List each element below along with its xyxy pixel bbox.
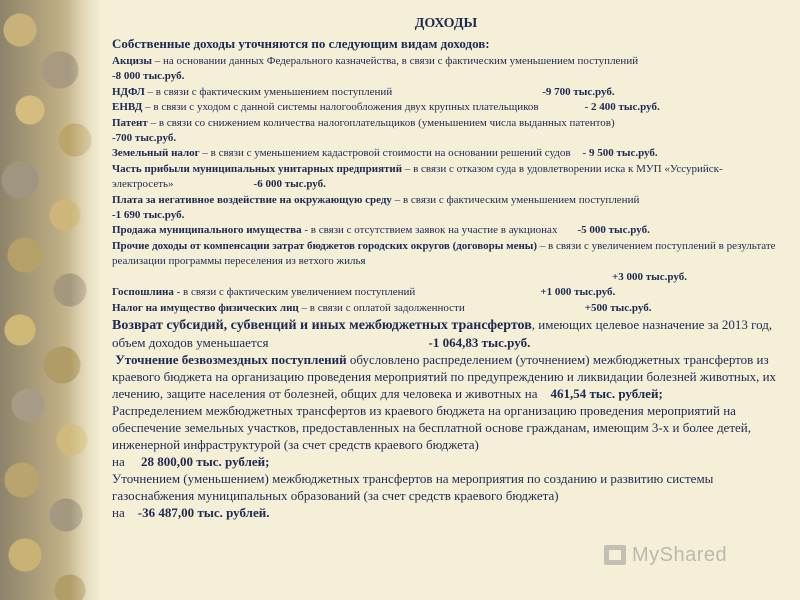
list-item: Патент – в связи со снижением количества налогоплательщиков (уменьшением числа выданных патентов) bbox=[112, 116, 615, 129]
gas-supply-amount: на -36 487,00 тыс. рублей. bbox=[112, 504, 270, 520]
watermark bbox=[604, 542, 774, 568]
subsidy-return-paragraph: Возврат субсидий, субвенций и иных межбюджетных трансфертов, имеющих целевое назначение за 2013 год, объем доходов уменьшается -1 064,83 тыс.руб. bbox=[112, 316, 773, 350]
presentation-icon bbox=[604, 545, 626, 565]
list-item: Плата за негативное воздействие на окружающую среду – в связи с фактическим уменьшением поступлений bbox=[112, 193, 640, 206]
list-item: Госпошлина - в связи с фактическим увеличением поступлений +1 000 тыс.руб. bbox=[112, 286, 616, 299]
list-item: ЕНВД – в связи с уходом с данной системы налогообложения двух крупных плательщиков - 2 400 тыс.руб. bbox=[112, 101, 660, 114]
grant-clarification-paragraph: Уточнение безвозмездных поступлений обусловлено распределением (уточнением) межбюджетных трансфертов из краевого бюджета на организацию проведения мероприятий по предупреждению и ликвидации болезней животных, их лечению, защите населения от болезней, общих для человека и животных на 461,54 тыс. рублей; bbox=[112, 351, 777, 401]
slide-content bbox=[112, 16, 780, 521]
income-list bbox=[112, 54, 780, 316]
land-plots-paragraph: Распределением межбюджетных трансфертов из краевого бюджета на организацию проведения мероприятий на обеспечение земельных участков, предоставленных на бесплатной основе гражданам, имеющим 3-х и более детей, инженерной инфраструктурой (за счет средств краевого бюджета) bbox=[112, 402, 751, 452]
gas-supply-paragraph: Уточнением (уменьшением) межбюджетных трансфертов на мероприятия по созданию и развитию системы газоснабжения муниципальных образований (за счет средств краевого бюджета) bbox=[112, 470, 714, 503]
list-item-amount: -700 тыс.руб. bbox=[112, 132, 177, 145]
list-item: Земельный налог – в связи с уменьшением кадастровой стоимости на основании решений судов - 9 500 тыс.руб. bbox=[112, 147, 658, 160]
list-item: Часть прибыли муниципальных унитарных предприятий – в связи с отказом суда в удовлетворении иска к МУП «Уссурийск-электросеть» -6 000 тыс.руб. bbox=[112, 162, 723, 191]
list-item: Продажа муниципального имущества - в связи с отсутствием заявок на участие в аукционах -5 000 тыс.руб. bbox=[112, 224, 650, 237]
list-item-amount: -8 000 тыс.руб. bbox=[112, 70, 185, 83]
list-item: Акцизы – на основании данных Федерального казначейства, в связи с фактическим уменьшением поступлений bbox=[112, 55, 639, 67]
coin-fade bbox=[70, 0, 110, 600]
watermark-label: MyShared bbox=[632, 543, 728, 566]
list-item: Налог на имущество физических лиц – в связи с оплатой задолженности +500 тыс.руб. bbox=[112, 301, 652, 314]
list-item-amount: +3 000 тыс.руб. bbox=[612, 270, 687, 283]
list-item: Прочие доходы от компенсации затрат бюджетов городских округов (договоры мены) – в связи с увеличением поступлений в результате реализации программы переселения из ветхого жилья bbox=[112, 239, 776, 268]
transfers-section bbox=[112, 316, 780, 521]
list-item-amount: -1 690 тыс.руб. bbox=[112, 209, 185, 222]
land-plots-amount: на 28 800,00 тыс. рублей; bbox=[112, 453, 270, 469]
lead-text: Собственные доходы уточняются по следующим видам доходов: bbox=[112, 36, 490, 51]
page-title: ДОХОДЫ bbox=[414, 16, 478, 31]
list-item: НДФЛ – в связи с фактическим уменьшением поступлений -9 700 тыс.руб. bbox=[112, 85, 615, 98]
